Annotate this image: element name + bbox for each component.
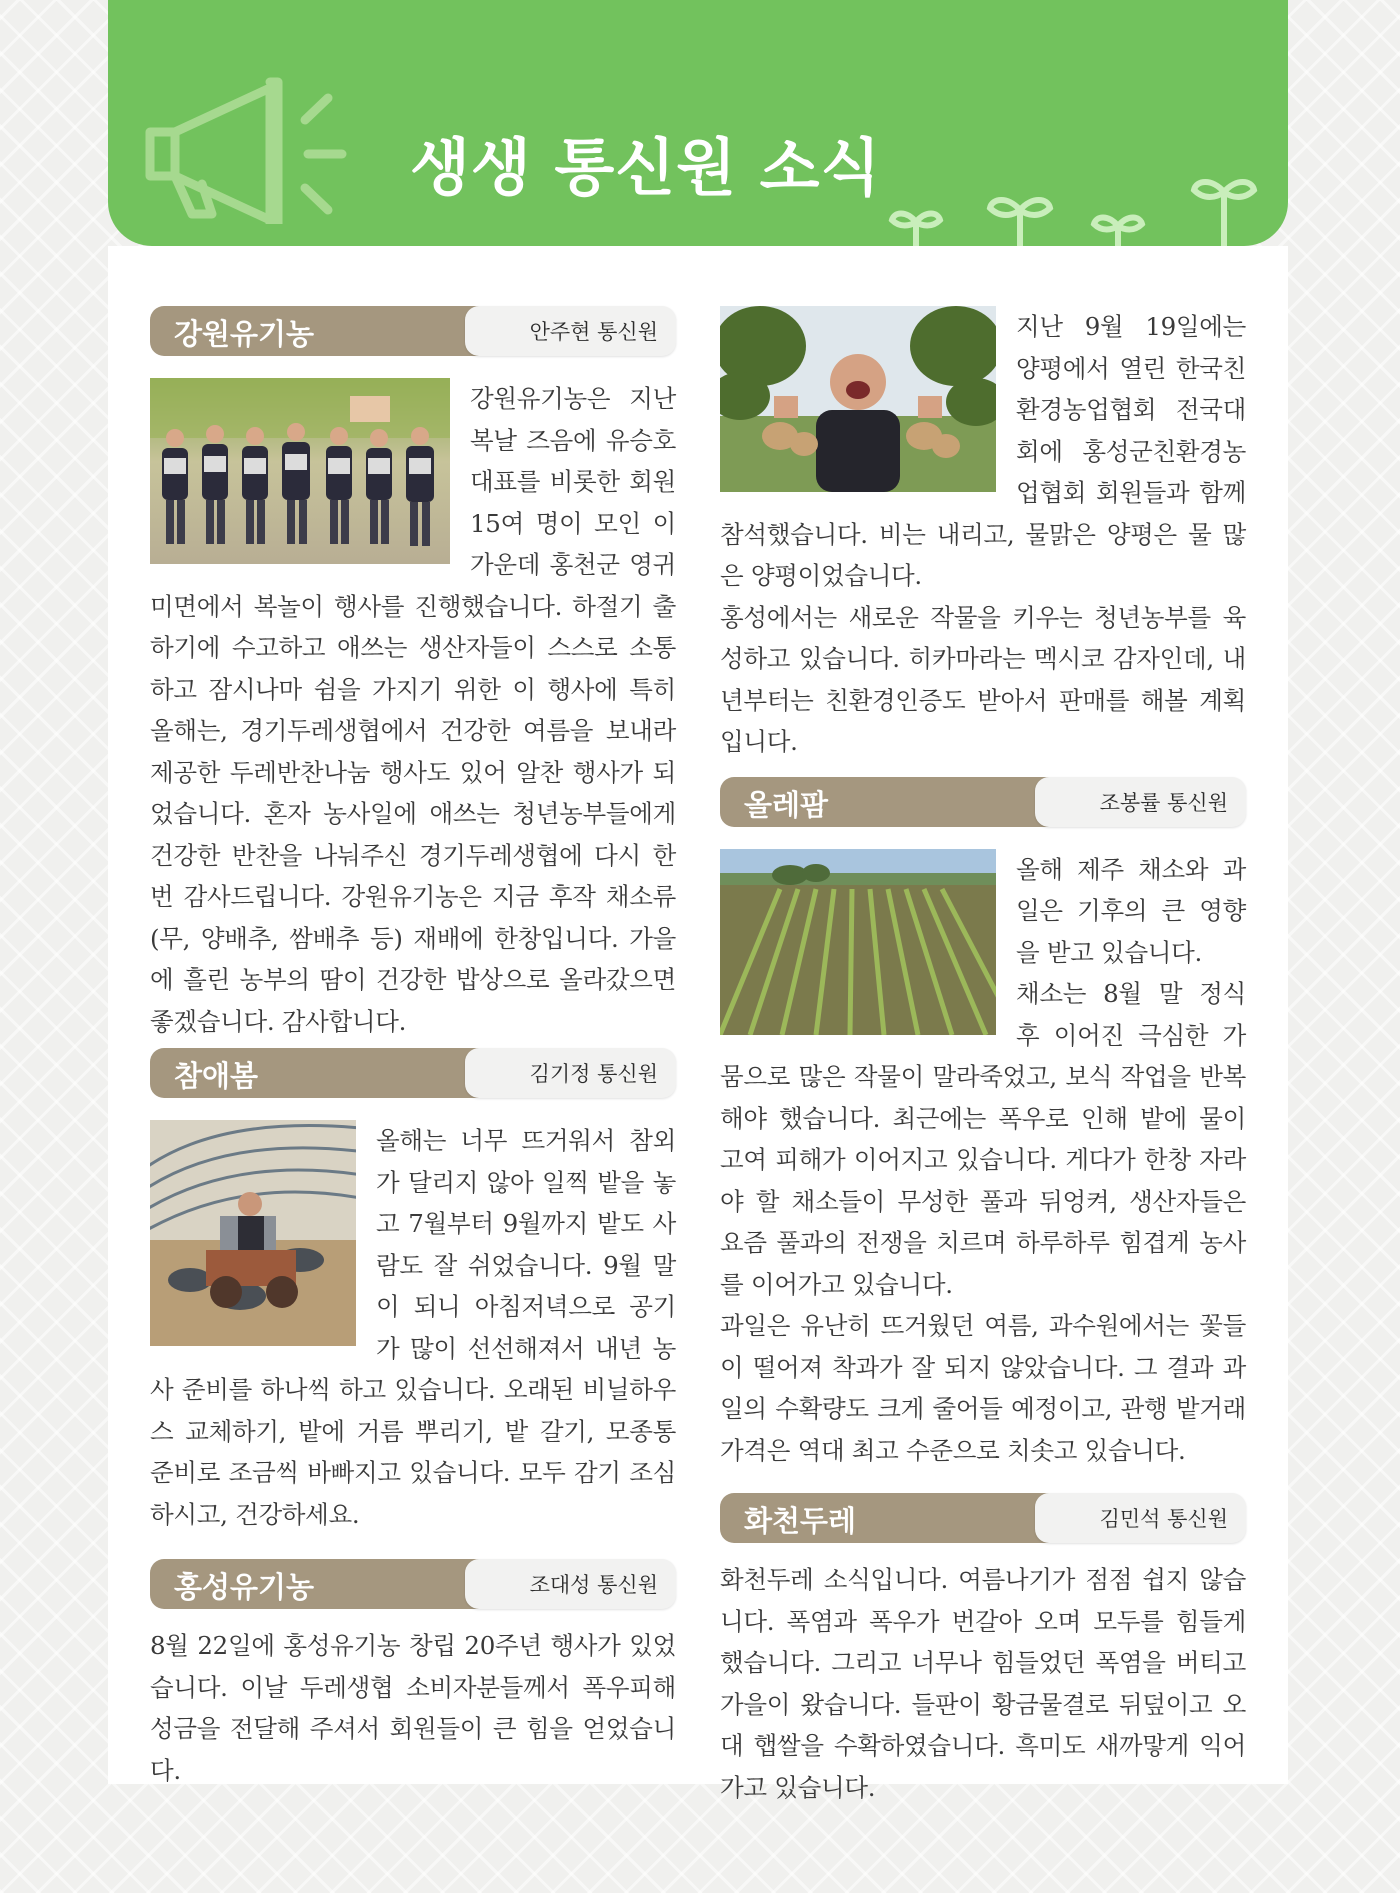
left-column [150, 246, 676, 1791]
section-header-hongseong [150, 1559, 676, 1609]
photo-greenhouse-tractor [150, 1120, 356, 1346]
photo-group-members [150, 378, 450, 564]
section-body: 과일은 유난히 뜨거웠던 여름, 과수원에서는 꽃들이 떨어져 착과가 잘 되지 않았습니다. 그 결과 과일의 수확량도 크게 줄어들 예정이고, 관행 밭거래 가격은 역대 최고 수준으로 치솟고 있습니다. [720, 1311, 1246, 1465]
section-header-hwacheon [720, 1493, 1246, 1543]
section-title: 강원유기농 [174, 317, 315, 351]
page-title: 생생 통신원 소식 [410, 131, 882, 204]
right-column [720, 246, 1246, 1808]
section-body: 지난 9월 19일에는 양평에서 열린 한국친환경농업협회 전국대회에 홍성군친환경농업협회 회원들과 함께 참석했습니다. 비는 내리고, 물맑은 양평은 물 많은 양평이었습니다. [720, 312, 1246, 590]
page-header [108, 0, 1288, 246]
section-body: 강원유기농은 지난 복날 즈음에 유승호 대표를 비롯한 회원 15여 명이 모인 이 가운데 홍천군 영귀미면에서 복놀이 행사를 진행했습니다. 하절기 출하기에 수고하고 애쓰는 생산자들이 스스로 소통하고 잠시나마 쉼을 가지기 위한 이 행사에 특히 올해는, 경기두레생협에서 건강한 여름을 보내라 제공한 두레반찬나눔 행사도 있어 알찬 행사가 되었습니다. 혼자 농사일에 애쓰는 청년농부들에게 건강한 반찬을 나눠주신 경기두레생협에 다시 한번 감사드립니다. 강원유기농은 지금 후작 채소류(무, 양배추, 쌈배추 등) 재배에 한창입니다. 가을에 흘린 농부의 땀이 건강한 밥상으로 올라갔으면 좋겠습니다. 감사합니다. [150, 384, 676, 1036]
sprout-icon [888, 170, 1268, 246]
section-title: 홍성유기농 [174, 1570, 315, 1604]
photo-vegetable-field [720, 849, 996, 1035]
section-body: 채소는 8월 말 정식 후 이어진 극심한 가뭄으로 많은 작물이 말라죽었고, 보식 작업을 반복해야 했습니다. 최근에는 폭우로 인해 밭에 물이 고여 피해가 이어지고 있습니다. 게다가 한창 자라야 할 채소들이 무성한 풀과 뒤엉켜, 생산자들은 요즘 풀과의 전쟁을 치르며 하루하루 힘겹게 농사를 이어가고 있습니다. [720, 979, 1246, 1299]
section-body: 올해 제주 채소와 과일은 기후의 큰 영향을 받고 있습니다. [1016, 854, 1246, 967]
reporter-badge: 조대성 통신원 [465, 1559, 676, 1609]
section-body: 올해는 너무 뜨거워서 참외가 달리지 않아 일찍 밭을 놓고 7월부터 9월까지 밭도 사람도 잘 쉬었습니다. 9월 말이 되니 아침저녁으로 공기가 많이 선선해져서 내년 농사 준비를 하나씩 하고 있습니다. 오래된 비닐하우스 교체하기, 밭에 거름 뿌리기, 밭 갈기, 모종통 준비로 조금씩 바빠지고 있습니다. 모두 감기 조심하시고, 건강하세요. [150, 1126, 676, 1529]
reporter-badge: 김기정 통신원 [465, 1048, 676, 1098]
section-body: 화천두레 소식입니다. 여름나기가 점점 쉽지 않습니다. 폭염과 폭우가 번갈아 오며 모두를 힘들게 했습니다. 그리고 너무나 힘들었던 폭염을 버티고 가을이 왔습니다. 들판이 황금물결로 뒤덮이고 오대 햅쌀을 수확하였습니다. 흑미도 새까맣게 익어가고 있습니다. [720, 1565, 1246, 1802]
section-title: 올레팜 [744, 787, 829, 822]
section-header-gangwon [150, 306, 676, 356]
section-body: 8월 22일에 홍성유기농 창립 20주년 행사가 있었습니다. 이날 두레생협 소비자분들께서 폭우피해 성금을 전달해 주셔서 회원들이 큰 힘을 얻었습니다. [150, 1631, 676, 1785]
megaphone-icon [130, 74, 360, 224]
section-title: 참애봄 [174, 1059, 259, 1093]
content-panel [108, 246, 1288, 1802]
reporter-badge: 김민석 통신원 [1035, 1493, 1246, 1543]
reporter-badge: 안주현 통신원 [465, 306, 676, 356]
reporter-badge: 조봉률 통신원 [1035, 777, 1246, 827]
section-header-chamaebom [150, 1048, 676, 1098]
section-body: 홍성에서는 새로운 작물을 키우는 청년농부를 육성하고 있습니다. 히카마라는 멕시코 감자인데, 내년부터는 친환경인증도 받아서 판매를 해볼 계획입니다. [720, 602, 1246, 756]
section-header-olle [720, 777, 1246, 827]
photo-farmer-jicama [720, 306, 996, 492]
section-title: 화천두레 [744, 1504, 857, 1538]
